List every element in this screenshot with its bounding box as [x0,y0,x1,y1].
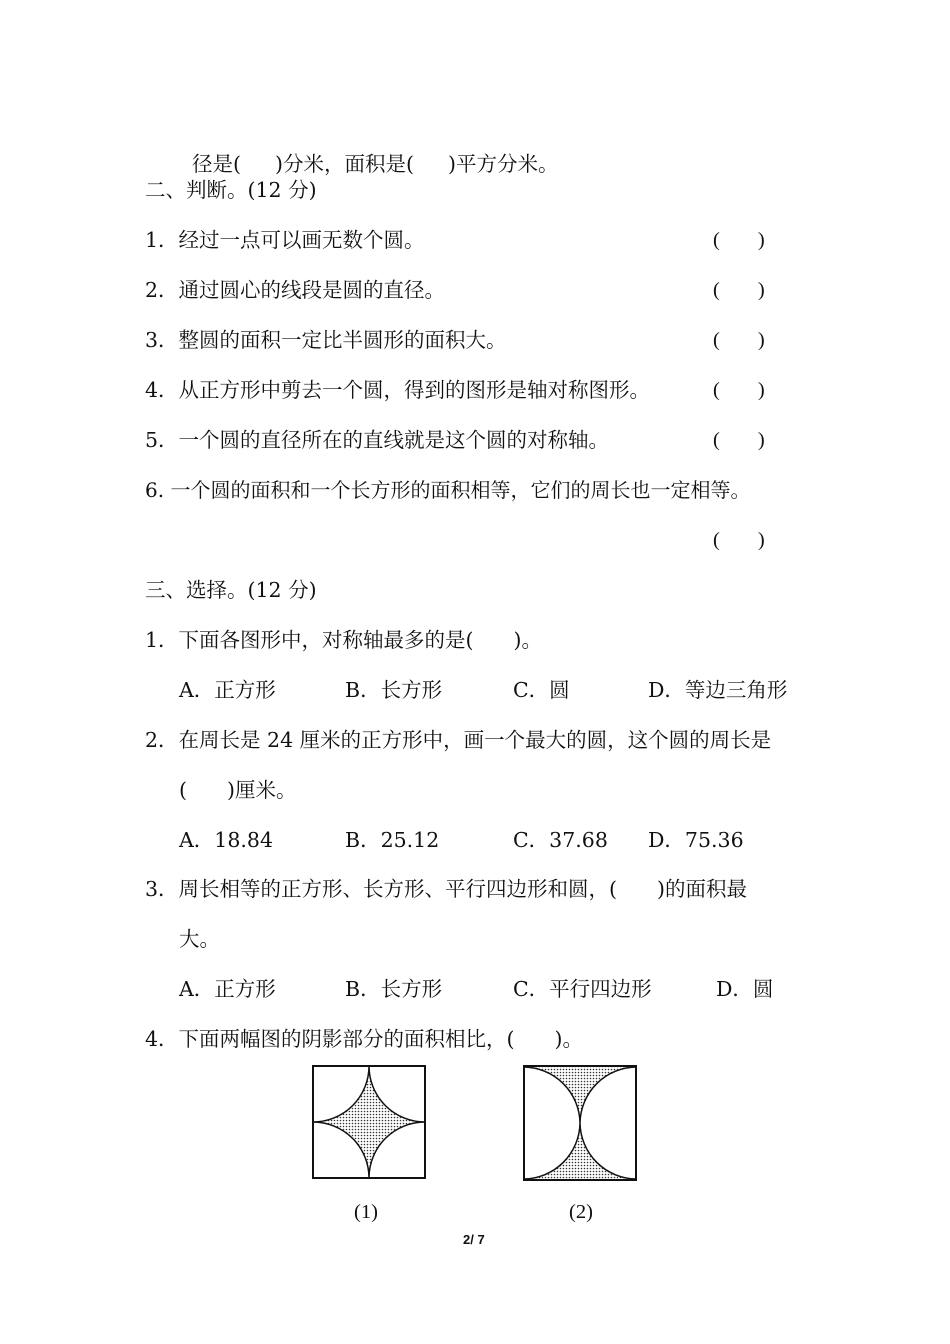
paren-open: ( [713,529,720,551]
figure-2-shaded-top [524,1066,636,1123]
q4-stem-text: 4．下面两幅图的阴影部分的面积相比，( [145,1027,515,1051]
choice-q1-stem [145,628,542,652]
answer-paren[interactable] [713,378,765,402]
q1-stem-end: )。 [513,628,543,652]
figure-2-shaded-bottom [524,1123,636,1180]
paren-close: ) [757,329,765,351]
figure-1-shaded-region [313,1066,425,1178]
q1-option-c[interactable]: C．圆 [513,678,570,702]
paren-close: ) [757,379,765,401]
judge-item-4: 4．从正方形中剪去一个圆，得到的图形是轴对称图形。 [145,378,651,402]
answer-paren[interactable] [713,278,765,302]
paren-open: ( [713,279,720,301]
paren-close: ) [757,529,765,551]
paren-open: ( [713,429,720,451]
q3-option-b[interactable]: B．长方形 [345,977,443,1001]
q3-option-c[interactable]: C．平行四边形 [513,977,652,1001]
choice-q2-stem: 2．在周长是 24 厘米的正方形中，画一个最大的圆，这个圆的周长是 [145,728,772,752]
answer-paren[interactable] [713,428,765,452]
answer-paren[interactable] [713,228,765,252]
q2-option-d[interactable]: D．75.36 [648,828,744,852]
figure-2-caption: (2) [569,1201,593,1223]
paren-open: ( [713,229,720,251]
q2-stem-end: )厘米。 [227,778,297,802]
q1-option-a[interactable]: A．正方形 [179,678,276,702]
choice-q4-stem [145,1027,583,1051]
q2-option-c[interactable]: C．37.68 [513,828,608,852]
q2-paren-open: ( [179,778,187,802]
q3-option-a[interactable]: A．正方形 [179,977,276,1001]
judge-item-6: 6. 一个圆的面积和一个长方形的面积相等，它们的周长也一定相等。 [145,478,751,502]
q3-option-d[interactable]: D．圆 [716,977,774,1001]
choice-q3-stem-cont: 大。 [179,927,220,951]
intro-text-b: )分米，面积是( [275,152,415,176]
judge-item-3: 3．整圆的面积一定比半圆形的面积大。 [145,328,507,352]
figure-1-quarter-circles [312,1065,428,1181]
paren-close: ) [757,429,765,451]
q1-stem-text: 1．下面各图形中，对称轴最多的是( [145,628,474,652]
answer-paren[interactable] [713,528,765,552]
intro-text-c: )平方分米。 [448,152,559,176]
page-number: 2/ 7 [463,1232,485,1247]
judge-item-2: 2．通过圆心的线段是圆的直径。 [145,278,446,302]
section3-heading: 三、选择。(12 分) [145,578,317,602]
q1-option-b[interactable]: B．长方形 [345,678,443,702]
answer-paren[interactable] [713,328,765,352]
figure-1-caption: (1) [354,1201,378,1223]
paren-close: ) [757,229,765,251]
intro-line [179,128,559,176]
judge-item-5: 5．一个圆的直径所在的直线就是这个圆的对称轴。 [145,428,610,452]
q2-option-b[interactable]: B．25.12 [345,828,440,852]
figure-2-semicircles [523,1065,639,1183]
q3-stem-end: )的面积最 [657,877,748,901]
q4-stem-end: )。 [554,1027,584,1051]
section2-heading: 二、判断。(12 分) [145,178,317,202]
paren-close: ) [757,279,765,301]
paren-open: ( [713,379,720,401]
choice-q2-stem-cont [179,778,297,802]
judge-item-1: 1．经过一点可以画无数个圆。 [145,228,425,252]
choice-q3-stem [145,877,747,901]
paren-open: ( [713,329,720,351]
q2-option-a[interactable]: A．18.84 [179,828,273,852]
q1-option-d[interactable]: D．等边三角形 [648,678,788,702]
q3-stem-text: 3．周长相等的正方形、长方形、平行四边形和圆，( [145,877,618,901]
intro-text-a: 径是( [192,152,242,176]
